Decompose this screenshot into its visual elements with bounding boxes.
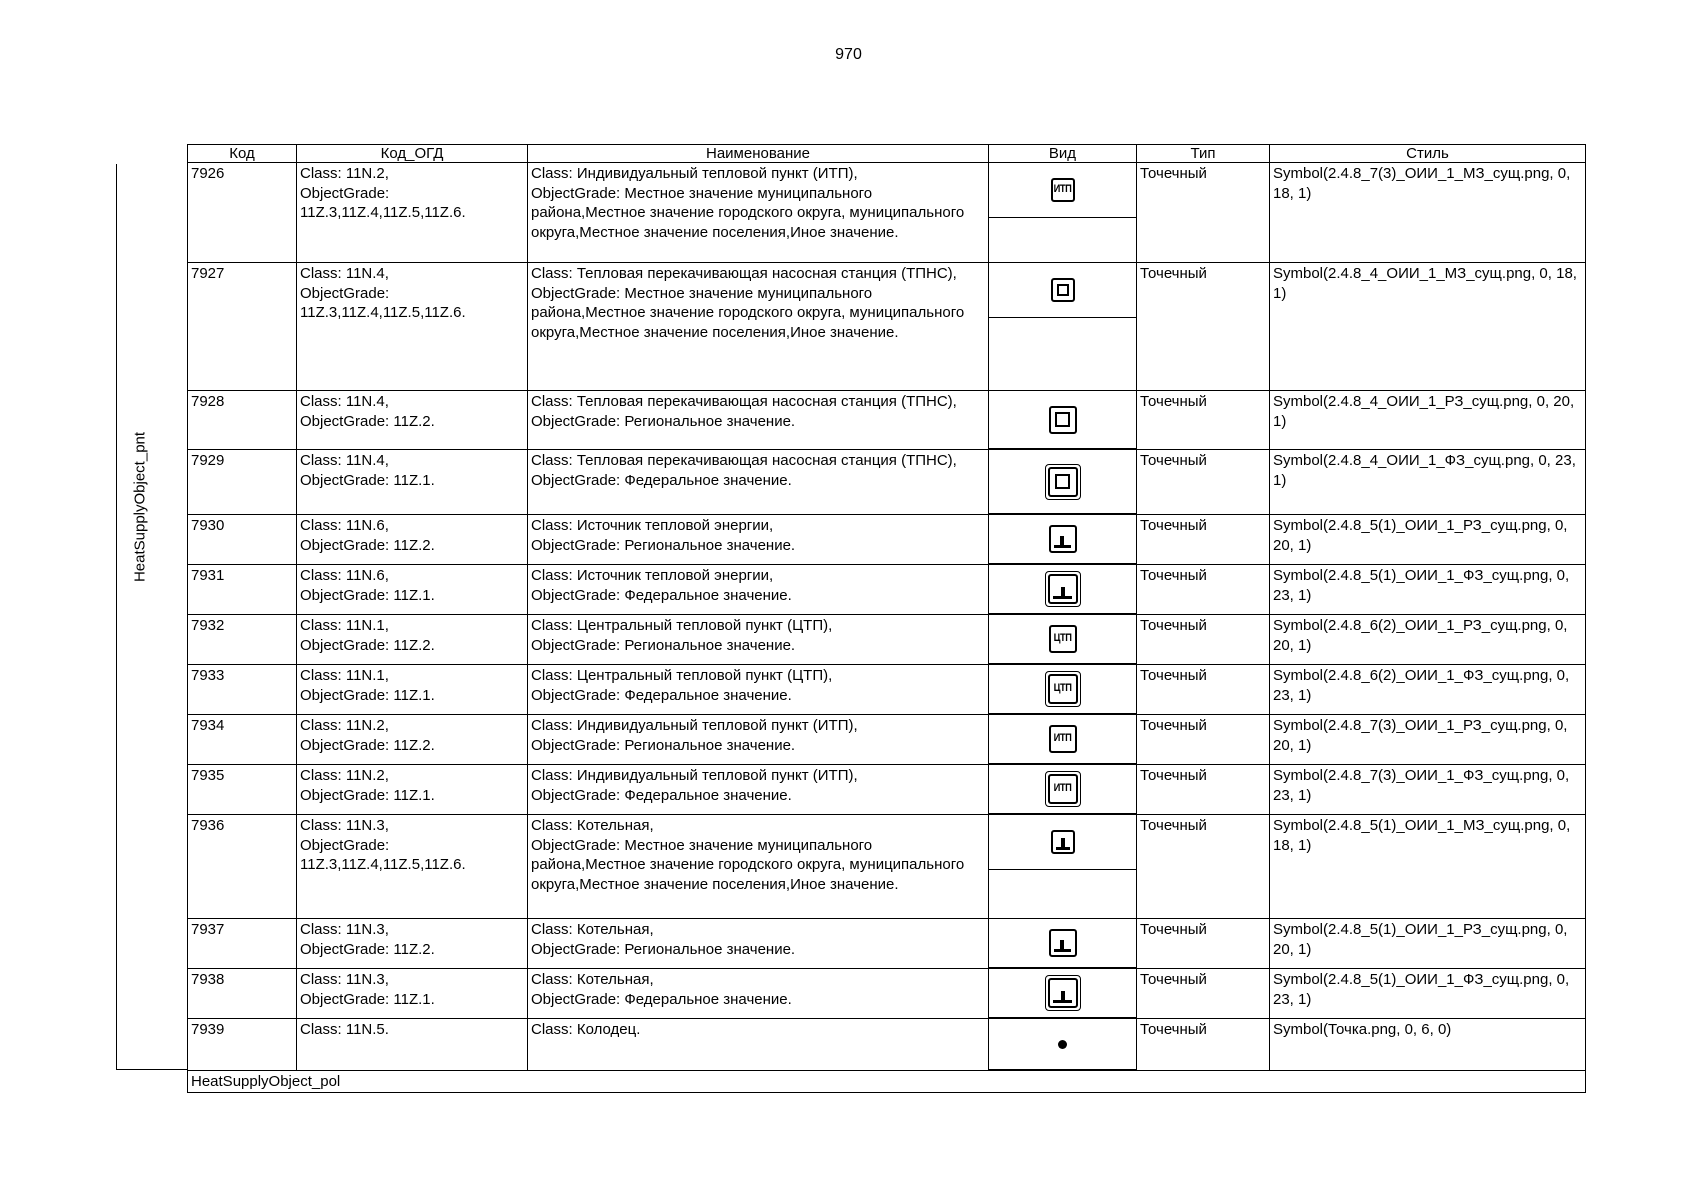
- cell-name: Class: Индивидуальный тепловой пункт (ИТП), ObjectGrade: Федеральное значение.: [528, 765, 989, 815]
- cell-ogd: Class: 11N.2, ObjectGrade: 11Z.3,11Z.4,11Z.5,11Z.6.: [297, 163, 528, 263]
- cell-view: [989, 815, 1137, 919]
- cell-name: Class: Котельная, ObjectGrade: Региональное значение.: [528, 919, 989, 969]
- header-style: Стиль: [1270, 145, 1586, 163]
- ctp-symbol-icon: [1048, 674, 1078, 704]
- cell-style: Symbol(2.4.8_5(1)_ОИИ_1_ФЗ_сущ.png, 0, 23, 1): [1270, 565, 1586, 615]
- cell-ogd: Class: 11N.4, ObjectGrade: 11Z.3,11Z.4,11Z.5,11Z.6.: [297, 263, 528, 391]
- cell-view: [989, 969, 1137, 1019]
- cell-ogd: Class: 11N.3, ObjectGrade: 11Z.1.: [297, 969, 528, 1019]
- cell-style: Symbol(2.4.8_4_ОИИ_1_МЗ_сущ.png, 0, 18, 1): [1270, 263, 1586, 391]
- cell-name: Class: Котельная, ObjectGrade: Федеральное значение.: [528, 969, 989, 1019]
- cell-code: 7935: [188, 765, 297, 815]
- symbol-frame: [989, 391, 1136, 449]
- table-header-row: [188, 145, 1586, 163]
- cell-style: Symbol(2.4.8_4_ОИИ_1_ФЗ_сущ.png, 0, 23, 1): [1270, 450, 1586, 515]
- cell-view: [989, 765, 1137, 815]
- symbol-frame: [989, 263, 1136, 318]
- table-row: [188, 450, 1586, 515]
- cell-name: Class: Источник тепловой энергии, ObjectGrade: Региональное значение.: [528, 515, 989, 565]
- group-bracket-bottom: [116, 1069, 188, 1070]
- cell-style: Symbol(2.4.8_5(1)_ОИИ_1_ФЗ_сущ.png, 0, 23, 1): [1270, 969, 1586, 1019]
- cell-code: 7929: [188, 450, 297, 515]
- cell-style: Symbol(2.4.8_4_ОИИ_1_РЗ_сущ.png, 0, 20, 1): [1270, 391, 1586, 450]
- cell-name: Class: Котельная, ObjectGrade: Местное значение муниципального района,Местное значение городского округа, муниципального округа,Местное значение поселения,Иное значение.: [528, 815, 989, 919]
- cell-code: 7927: [188, 263, 297, 391]
- cell-style: Symbol(2.4.8_7(3)_ОИИ_1_МЗ_сущ.png, 0, 18, 1): [1270, 163, 1586, 263]
- cell-code: 7930: [188, 515, 297, 565]
- cell-style: Symbol(2.4.8_5(1)_ОИИ_1_РЗ_сущ.png, 0, 20, 1): [1270, 515, 1586, 565]
- ctp-symbol-icon: [1049, 625, 1077, 653]
- table-row: [188, 615, 1586, 665]
- table-row: [188, 815, 1586, 919]
- cell-code: 7928: [188, 391, 297, 450]
- header-type: Тип: [1137, 145, 1270, 163]
- cell-ogd: Class: 11N.6, ObjectGrade: 11Z.2.: [297, 515, 528, 565]
- cell-ogd: Class: 11N.3, ObjectGrade: 11Z.3,11Z.4,11Z.5,11Z.6.: [297, 815, 528, 919]
- table-row: [188, 715, 1586, 765]
- cell-view: [989, 450, 1137, 515]
- cell-name: Class: Центральный тепловой пункт (ЦТП), ObjectGrade: Федеральное значение.: [528, 665, 989, 715]
- symbol-frame: [989, 665, 1136, 714]
- cell-type: Точечный: [1137, 515, 1270, 565]
- cell-ogd: Class: 11N.1, ObjectGrade: 11Z.2.: [297, 615, 528, 665]
- table-row: [188, 969, 1586, 1019]
- table-row: [188, 765, 1586, 815]
- cell-type: Точечный: [1137, 565, 1270, 615]
- heat-source-icon: [1049, 525, 1077, 553]
- cell-name: Class: Тепловая перекачивающая насосная станция (ТПНС), ObjectGrade: Региональное значение.: [528, 391, 989, 450]
- itp-symbol-icon: [1048, 774, 1078, 804]
- cell-view: [989, 515, 1137, 565]
- cell-view: [989, 565, 1137, 615]
- cell-style: Symbol(2.4.8_6(2)_ОИИ_1_РЗ_сущ.png, 0, 20, 1): [1270, 615, 1586, 665]
- cell-code: 7931: [188, 565, 297, 615]
- table-row: [188, 919, 1586, 969]
- cell-type: Точечный: [1137, 715, 1270, 765]
- cell-ogd: Class: 11N.4, ObjectGrade: 11Z.2.: [297, 391, 528, 450]
- symbol-table: [187, 144, 1586, 1093]
- cell-name: Class: Источник тепловой энергии, ObjectGrade: Федеральное значение.: [528, 565, 989, 615]
- header-ogd: Код_ОГД: [297, 145, 528, 163]
- symbol-frame: [989, 815, 1136, 870]
- symbol-label: ИТП: [1053, 782, 1072, 795]
- symbol-label: ЦТП: [1053, 632, 1072, 645]
- cell-view: [989, 919, 1137, 969]
- cell-code: 7937: [188, 919, 297, 969]
- boiler-icon: [1048, 978, 1078, 1008]
- cell-type: Точечный: [1137, 263, 1270, 391]
- cell-view: [989, 715, 1137, 765]
- cell-view: [989, 263, 1137, 391]
- cell-ogd: Class: 11N.2, ObjectGrade: 11Z.2.: [297, 715, 528, 765]
- cell-type: Точечный: [1137, 163, 1270, 263]
- table-row: [188, 565, 1586, 615]
- cell-style: Symbol(2.4.8_5(1)_ОИИ_1_МЗ_сущ.png, 0, 18, 1): [1270, 815, 1586, 919]
- cell-type: Точечный: [1137, 919, 1270, 969]
- symbol-frame: [989, 1019, 1136, 1070]
- itp-symbol-icon: [1051, 178, 1075, 202]
- cell-type: Точечный: [1137, 615, 1270, 665]
- cell-ogd: Class: 11N.4, ObjectGrade: 11Z.1.: [297, 450, 528, 515]
- table-row: [188, 1019, 1586, 1071]
- cell-style: Symbol(2.4.8_7(3)_ОИИ_1_РЗ_сущ.png, 0, 20, 1): [1270, 715, 1586, 765]
- cell-type: Точечный: [1137, 665, 1270, 715]
- cell-view: [989, 391, 1137, 450]
- cell-ogd: Class: 11N.1, ObjectGrade: 11Z.1.: [297, 665, 528, 715]
- cell-code: 7938: [188, 969, 297, 1019]
- cell-code: 7926: [188, 163, 297, 263]
- table-row: [188, 263, 1586, 391]
- cell-name: Class: Колодец.: [528, 1019, 989, 1071]
- well-dot-icon: [1058, 1040, 1067, 1049]
- cell-style: Symbol(2.4.8_7(3)_ОИИ_1_ФЗ_сущ.png, 0, 23, 1): [1270, 765, 1586, 815]
- pump-station-icon: [1051, 278, 1075, 302]
- symbol-label: ЦТП: [1053, 682, 1072, 695]
- cell-code: 7933: [188, 665, 297, 715]
- symbol-label: ИТП: [1053, 183, 1072, 196]
- cell-code: 7932: [188, 615, 297, 665]
- table-row: [188, 665, 1586, 715]
- table-row: [188, 515, 1586, 565]
- table-row: [188, 391, 1586, 450]
- header-view: Вид: [989, 145, 1137, 163]
- cell-type: Точечный: [1137, 391, 1270, 450]
- cell-name: Class: Центральный тепловой пункт (ЦТП), ObjectGrade: Региональное значение.: [528, 615, 989, 665]
- cell-code: 7934: [188, 715, 297, 765]
- cell-name: Class: Индивидуальный тепловой пункт (ИТП), ObjectGrade: Местное значение муниципального района,Местное значение городского округа, муниципального округа,Местное значение поселения,Иное значение.: [528, 163, 989, 263]
- cell-ogd: Class: 11N.2, ObjectGrade: 11Z.1.: [297, 765, 528, 815]
- pump-station-icon: [1049, 406, 1077, 434]
- pump-station-icon: [1048, 467, 1078, 497]
- symbol-frame: [989, 969, 1136, 1018]
- footer-row: [188, 1071, 1586, 1093]
- cell-code: 7936: [188, 815, 297, 919]
- cell-type: Точечный: [1137, 1019, 1270, 1071]
- symbol-frame: [989, 765, 1136, 814]
- group-label-text: HeatSupplyObject_pnt: [131, 431, 149, 583]
- cell-ogd: Class: 11N.6, ObjectGrade: 11Z.1.: [297, 565, 528, 615]
- symbol-frame: [989, 450, 1136, 514]
- cell-view: [989, 615, 1137, 665]
- header-name: Наименование: [528, 145, 989, 163]
- cell-name: Class: Индивидуальный тепловой пункт (ИТП), ObjectGrade: Региональное значение.: [528, 715, 989, 765]
- cell-ogd: Class: 11N.3, ObjectGrade: 11Z.2.: [297, 919, 528, 969]
- symbol-frame: [989, 163, 1136, 218]
- cell-type: Точечный: [1137, 815, 1270, 919]
- cell-type: Точечный: [1137, 765, 1270, 815]
- symbol-label: ИТП: [1053, 732, 1072, 745]
- cell-style: Symbol(Точка.png, 0, 6, 0): [1270, 1019, 1586, 1071]
- cell-type: Точечный: [1137, 450, 1270, 515]
- cell-style: Symbol(2.4.8_5(1)_ОИИ_1_РЗ_сущ.png, 0, 20, 1): [1270, 919, 1586, 969]
- boiler-icon: [1051, 830, 1075, 854]
- cell-name: Class: Тепловая перекачивающая насосная станция (ТПНС), ObjectGrade: Федеральное значение.: [528, 450, 989, 515]
- itp-symbol-icon: [1049, 725, 1077, 753]
- symbol-frame: [989, 565, 1136, 614]
- cell-type: Точечный: [1137, 969, 1270, 1019]
- cell-view: [989, 665, 1137, 715]
- symbol-frame: [989, 515, 1136, 564]
- symbol-frame: [989, 715, 1136, 764]
- boiler-icon: [1049, 929, 1077, 957]
- footer-label: HeatSupplyObject_pol: [188, 1071, 1586, 1093]
- page-number: 970: [835, 46, 862, 63]
- table-row: [188, 163, 1586, 263]
- group-bracket-line: [116, 164, 117, 1070]
- symbol-frame: [989, 615, 1136, 664]
- cell-style: Symbol(2.4.8_6(2)_ОИИ_1_ФЗ_сущ.png, 0, 23, 1): [1270, 665, 1586, 715]
- symbol-frame: [989, 919, 1136, 968]
- cell-name: Class: Тепловая перекачивающая насосная станция (ТПНС), ObjectGrade: Местное значение муниципального района,Местное значение городского округа, муниципального округа,Местное значение поселения,Иное значение.: [528, 263, 989, 391]
- cell-view: [989, 163, 1137, 263]
- cell-ogd: Class: 11N.5.: [297, 1019, 528, 1071]
- cell-code: 7939: [188, 1019, 297, 1071]
- header-code: Код: [188, 145, 297, 163]
- heat-source-icon: [1048, 574, 1078, 604]
- cell-view: [989, 1019, 1137, 1071]
